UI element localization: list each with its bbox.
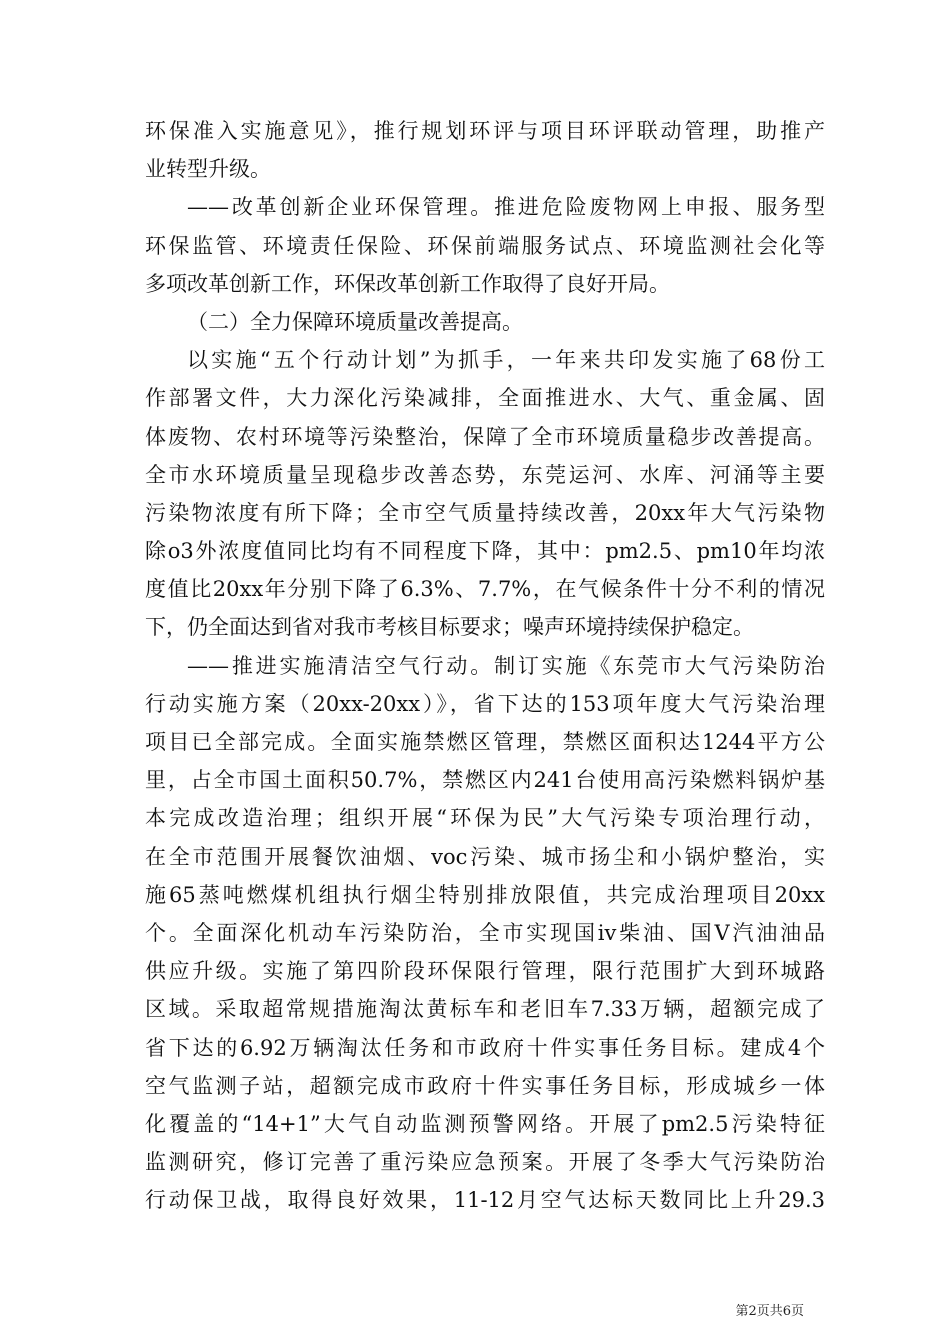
text-line: 在全市范围开展餐饮油烟、voc污染、城市扬尘和小锅炉整治，实 (145, 844, 825, 869)
text-line: 空气监测子站，超额完成市政府十件实事任务目标，形成城乡一体 (145, 1073, 825, 1098)
text-line: ——推进实施清洁空气行动。制订实施《东莞市大气污染防治 (187, 653, 825, 678)
text-line: 体废物、农村环境等污染整治，保障了全市环境质量稳步改善提高。 (145, 424, 825, 449)
text-line: 行动实施方案（20xx-20xx）》，省下达的153项年度大气污染治理 (145, 691, 825, 716)
text-line: 省下达的6.92万辆淘汰任务和市政府十件实事任务目标。建成4个 (145, 1035, 825, 1060)
text-line: 供应升级。实施了第四阶段环保限行管理，限行范围扩大到环城路 (145, 959, 825, 984)
text-line: 污染物浓度有所下降；全市空气质量持续改善，20xx年大气污染物 (145, 500, 825, 525)
text-line: 业转型升级。 (145, 157, 271, 182)
text-line: 作部署文件，大力深化污染减排，全面推进水、大气、重金属、固 (145, 386, 825, 411)
text-line: 本完成改造治理；组织开展“环保为民”大气污染专项治理行动， (145, 806, 825, 831)
text-line: （二）全力保障环境质量改善提高。 (187, 309, 523, 334)
text-line: 区域。采取超常规措施淘汰黄标车和老旧车7.33万辆，超额完成了 (145, 997, 825, 1022)
text-line: 化覆盖的“14+1”大气自动监测预警网络。开展了pm2.5污染特征 (145, 1111, 825, 1136)
text-line: 全市水环境质量呈现稳步改善态势，东莞运河、水库、河涌等主要 (145, 462, 825, 487)
text-line: 度值比20xx年分别下降了6.3%、7.7%，在气候条件十分不利的情况 (145, 577, 825, 602)
text-line: 环保准入实施意见》，推行规划环评与项目环评联动管理，助推产 (145, 119, 825, 143)
text-line: 施65蒸吨燃煤机组执行烟尘特别排放限值，共完成治理项目20xx (145, 882, 825, 907)
text-line: ——改革创新企业环保管理。推进危险废物网上申报、服务型 (187, 195, 825, 220)
page-number: 第2页共6页 (735, 1304, 804, 1319)
text-line: 多项改革创新工作，环保改革创新工作取得了良好开局。 (145, 271, 670, 296)
text-line: 里，占全市国土面积50.7%，禁燃区内241台使用高污染燃料锅炉基 (145, 768, 825, 793)
text-line: 下，仍全面达到省对我市考核目标要求；噪声环境持续保护稳定。 (145, 615, 754, 640)
text-line: 以实施“五个行动计划”为抓手，一年来共印发实施了68份工 (187, 348, 825, 373)
text-line: 监测研究，修订完善了重污染应急预案。开展了冬季大气污染防治 (145, 1150, 825, 1175)
text-line: 项目已全部完成。全面实施禁燃区管理，禁燃区面积达1244平方公 (145, 730, 825, 754)
text-line: 个。全面深化机动车污染防治，全市实现国iv柴油、国Ⅴ汽油油品 (145, 920, 825, 945)
document-body (145, 112, 825, 1219)
text-line: 环保监管、环境责任保险、环保前端服务试点、环境监测社会化等 (145, 233, 825, 258)
text-line: 行动保卫战，取得良好效果，11-12月空气达标天数同比上升29.3 (145, 1188, 825, 1213)
text-line: 除o3外浓度值同比均有不同程度下降，其中：pm2.5、pm10年均浓 (145, 539, 825, 564)
